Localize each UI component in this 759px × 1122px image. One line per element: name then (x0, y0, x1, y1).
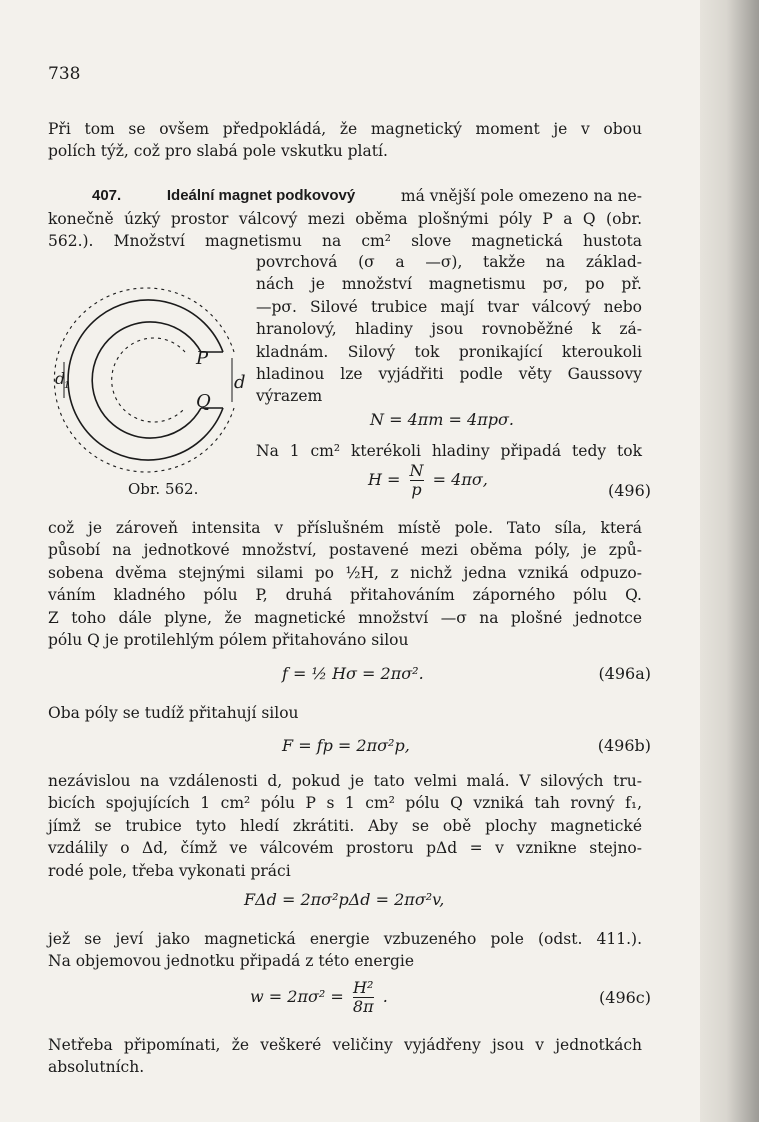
figure-caption: Obr. 562. (128, 480, 199, 498)
section-title: Ideální magnet podkovový (166, 187, 356, 204)
text-line: sobena dvěma stejnými silami po ½H, z nichž jedna vzniká odpuzo- (48, 563, 642, 582)
text-line: působí na jednotkové množství, postavené mezi oběma póly, je způ- (48, 541, 642, 560)
fraction-numerator: H² (353, 978, 374, 997)
equation-496a: f = ½ Hσ = 2πσ². (282, 664, 424, 683)
magnet-inner-edge (92, 322, 201, 438)
fraction (353, 979, 374, 1016)
text-line: Na 1 cm² kterékoli hladiny připadá tedy tok (256, 442, 642, 460)
eq-lhs: w = 2πσ² = (250, 987, 344, 1006)
fraction-numerator: N (409, 461, 424, 480)
equation-number: (496a) (598, 664, 651, 683)
section-heading-line (92, 185, 642, 207)
outer-field-line (54, 288, 234, 472)
equation-number: (496c) (599, 988, 651, 1007)
text-line: kladnám. Silový tok pronikající kteroukoli (256, 342, 642, 361)
magnet-outer-edge (68, 300, 223, 460)
inner-field-line (112, 338, 185, 422)
fraction-denominator: 8π (352, 997, 374, 1016)
equation-496c (250, 979, 388, 1016)
text-line: polích týž, což pro slabá pole vskutku platí. (48, 142, 388, 161)
text-line: absolutních. (48, 1058, 145, 1077)
equation-flux: N = 4πm = 4πpσ. (370, 410, 514, 429)
text-line: výrazem (256, 387, 323, 406)
text-line: konečně úzký prostor válcový mezi oběma plošnými póly P a Q (obr. (48, 210, 642, 228)
eq-rhs: = 4πσ, (432, 470, 488, 489)
section-paragraph (48, 208, 642, 253)
label-d1-sub: 1 (64, 381, 70, 391)
paragraph-2 (48, 517, 642, 651)
text-line: jež se jeví jako magnetická energie vzbuzeného pole (odst. 411.). (48, 930, 642, 948)
fraction (410, 462, 424, 499)
text-line: pólu Q je protilehlým pólem přitahováno silou (48, 631, 409, 650)
text-line: —pσ. Silové trubice mají tvar válcový nebo (256, 297, 642, 316)
text-line: nách je množství magnetismu pσ, po př. (256, 275, 642, 294)
text-line: 562.). Množství magnetismu na cm² slove magnetická hustota (48, 232, 642, 251)
eq-lhs: H = (368, 470, 401, 489)
paragraph-3 (48, 770, 642, 882)
text-line: nezávislou na vzdálenosti d, pokud je tato velmi malá. V silových tru- (48, 772, 642, 790)
text-line: vzdálily o Δd, čímž ve válcovém prostoru pΔd = v vznikne stejno- (48, 839, 642, 858)
text-line: jímž se trubice tyto hledí zkrátiti. Aby se obě plochy magnetické (48, 816, 642, 835)
equation-496b: F = fp = 2πσ²p, (282, 736, 410, 755)
line-oba (48, 702, 642, 724)
text-line: Na objemovou jednotku připadá z této energie (48, 952, 415, 971)
label-d: d (234, 372, 246, 393)
text-line: povrchová (σ a —σ), takže na základ- (256, 253, 642, 271)
page-number: 738 (48, 64, 81, 84)
text-line: bicích spojujících 1 cm² pólu P s 1 cm² pólu Q vzniká tah rovný f₁, (48, 794, 642, 813)
equation-work: FΔd = 2πσ²pΔd = 2πσ²v, (244, 890, 445, 909)
side-paragraph (256, 251, 642, 408)
text-line: má vnější pole omezeno na ne- (400, 187, 642, 205)
fraction-denominator: p (411, 480, 422, 499)
label-P: P (196, 348, 209, 369)
eq-tail: . (382, 987, 388, 1006)
text-line: což je zároveň intensita v příslušném místě pole. Tato síla, která (48, 519, 642, 537)
side-line-na (256, 440, 642, 462)
text-line: hranolový, hladiny jsou rovnoběžné k zá- (256, 320, 642, 339)
label-d1: d (55, 369, 66, 388)
label-Q: Q (196, 391, 211, 412)
paragraph-4 (48, 928, 642, 973)
text-line: Netřeba připomínati, že veškeré veličiny vyjádřeny jsou v jednotkách (48, 1036, 642, 1054)
text-line: Při tom se ovšem předpokládá, že magnetický moment je v obou (48, 120, 642, 138)
text-line: Z toho dále plyne, že magnetické množství —σ na plošné jednotce (48, 608, 642, 627)
equation-496 (368, 462, 488, 499)
figure-562 (52, 280, 252, 480)
equation-number: (496b) (597, 736, 651, 755)
text-line: váním kladného pólu P, druhá přitahováním záporného pólu Q. (48, 586, 642, 605)
text-line: hladinou lze vyjádřiti podle věty Gaussovy (256, 365, 642, 384)
intro-paragraph (48, 118, 642, 163)
page-edge (700, 0, 759, 1122)
paragraph-5 (48, 1034, 642, 1079)
equation-number: (496) (607, 481, 651, 500)
text-line: Oba póly se tudíž přitahují silou (48, 704, 299, 722)
section-number: 407. (92, 187, 122, 204)
text-line: rodé pole, třeba vykonati práci (48, 861, 291, 880)
